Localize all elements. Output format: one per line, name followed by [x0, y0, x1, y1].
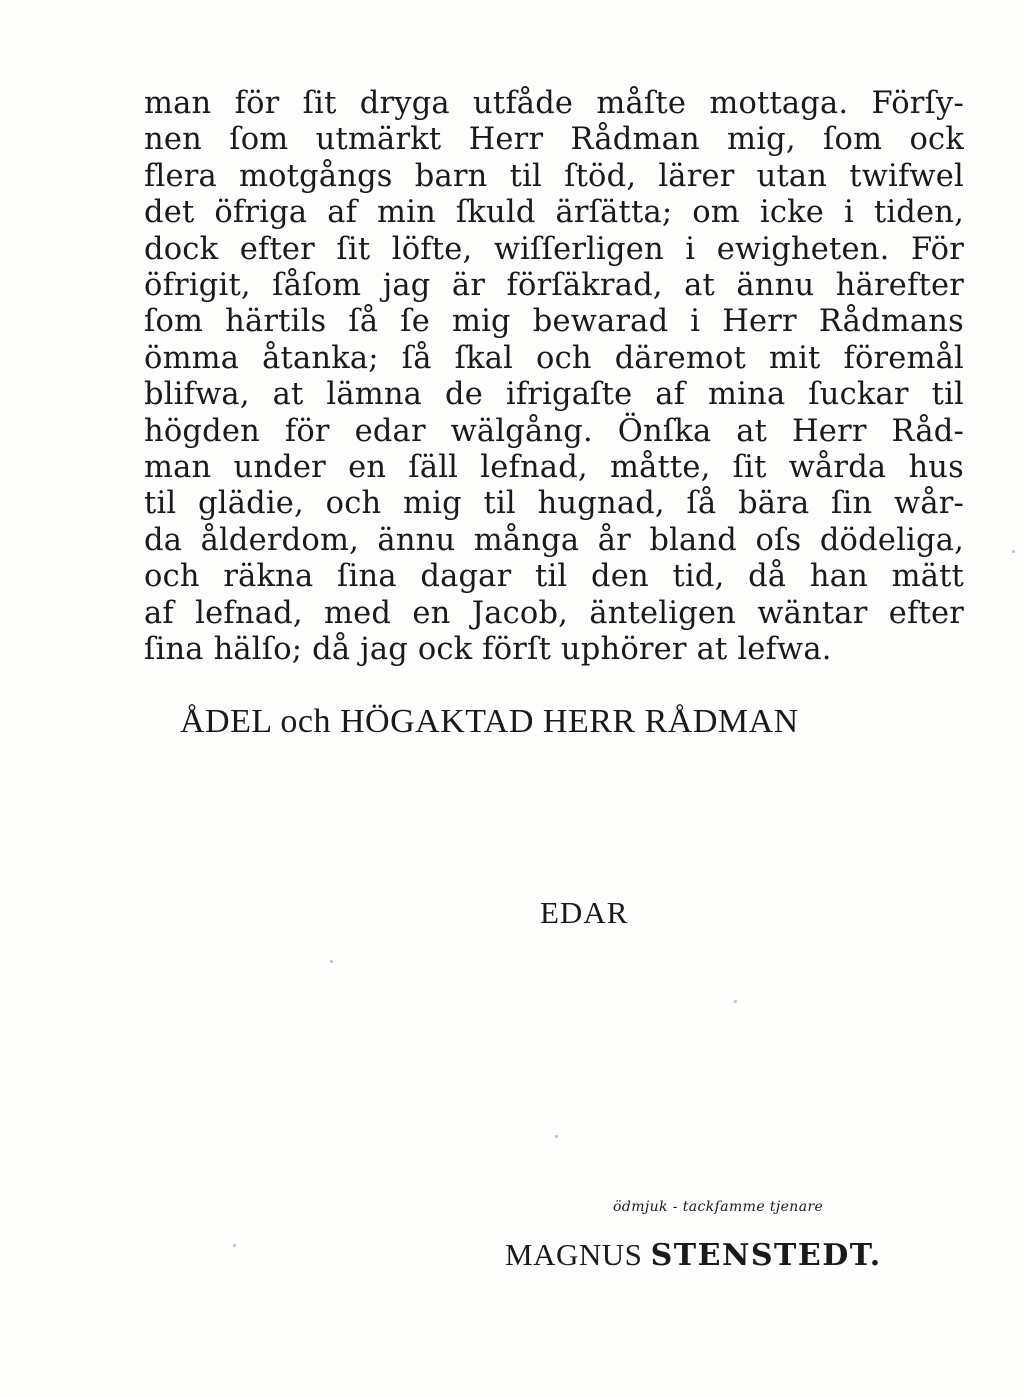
paper-speck: [330, 960, 333, 963]
closing-edar: EDAR: [540, 895, 629, 930]
body-line: ſina hälſo; då jag ock förſt uphörer at lefwa.: [144, 632, 832, 668]
body-line: nen ſom utmärkt Herr Rådman mig, ſom ock: [144, 122, 964, 158]
salutation-first-word: ÅDEL: [180, 703, 272, 740]
signature-forename: MAGNUS: [505, 1237, 643, 1272]
paper-speck: [233, 1244, 236, 1247]
paper-speck: [1012, 550, 1015, 553]
body-line: af lefnad, med en Jacob, änteligen wäntar efter: [144, 595, 964, 631]
salutation-heading: [180, 700, 940, 744]
body-line: ömma åtanka; ſå ſkal och däremot mit föremål: [144, 340, 964, 376]
paper-speck: [555, 1135, 558, 1138]
body-line: öfrigit, ſåſom jag är förſäkrad, at ännu härefter: [144, 268, 964, 304]
body-line: dock efter ſit löfte, wiſſerligen i ewigheten. För: [144, 231, 964, 267]
signature-surname: STENSTEDT.: [650, 1238, 882, 1273]
signature: [505, 1235, 882, 1276]
closing-formula: ödmjuk - tackſamme tjenare: [613, 1199, 824, 1215]
paper-speck: [734, 1000, 737, 1003]
body-line: och räkna ſina dagar til den tid, då han mätt: [144, 559, 964, 595]
body-line: da ålderdom, ännu många år bland oſs dödeliga,: [144, 522, 964, 558]
salutation-conjunction: och: [280, 703, 331, 740]
salutation-title: HÖGAKTAD HERR RÅDMAN: [339, 703, 799, 740]
body-line: högden för edar wälgång. Önſka at Herr Råd-: [144, 413, 964, 449]
body-line: man för ſit dryga utfåde måſte mottaga. Förſy-: [144, 86, 964, 121]
body-line: flera motgångs barn til ſtöd, lärer utan twifwel: [144, 158, 964, 194]
body-line: man under en ſäll lefnad, måtte, ſit wårda hus: [144, 450, 964, 486]
body-line: det öfriga af min ſkuld ärſätta; om icke i tiden,: [144, 195, 964, 231]
body-line: til glädie, och mig til hugnad, ſå bära ſin wår-: [144, 486, 964, 522]
letter-body: [144, 86, 964, 669]
body-line: ſom härtils ſå ſe mig bewarad i Herr Rådmans: [144, 304, 964, 340]
body-line: blifwa, at lämna de ifrigaſte af mina ſuckar til: [144, 377, 964, 413]
